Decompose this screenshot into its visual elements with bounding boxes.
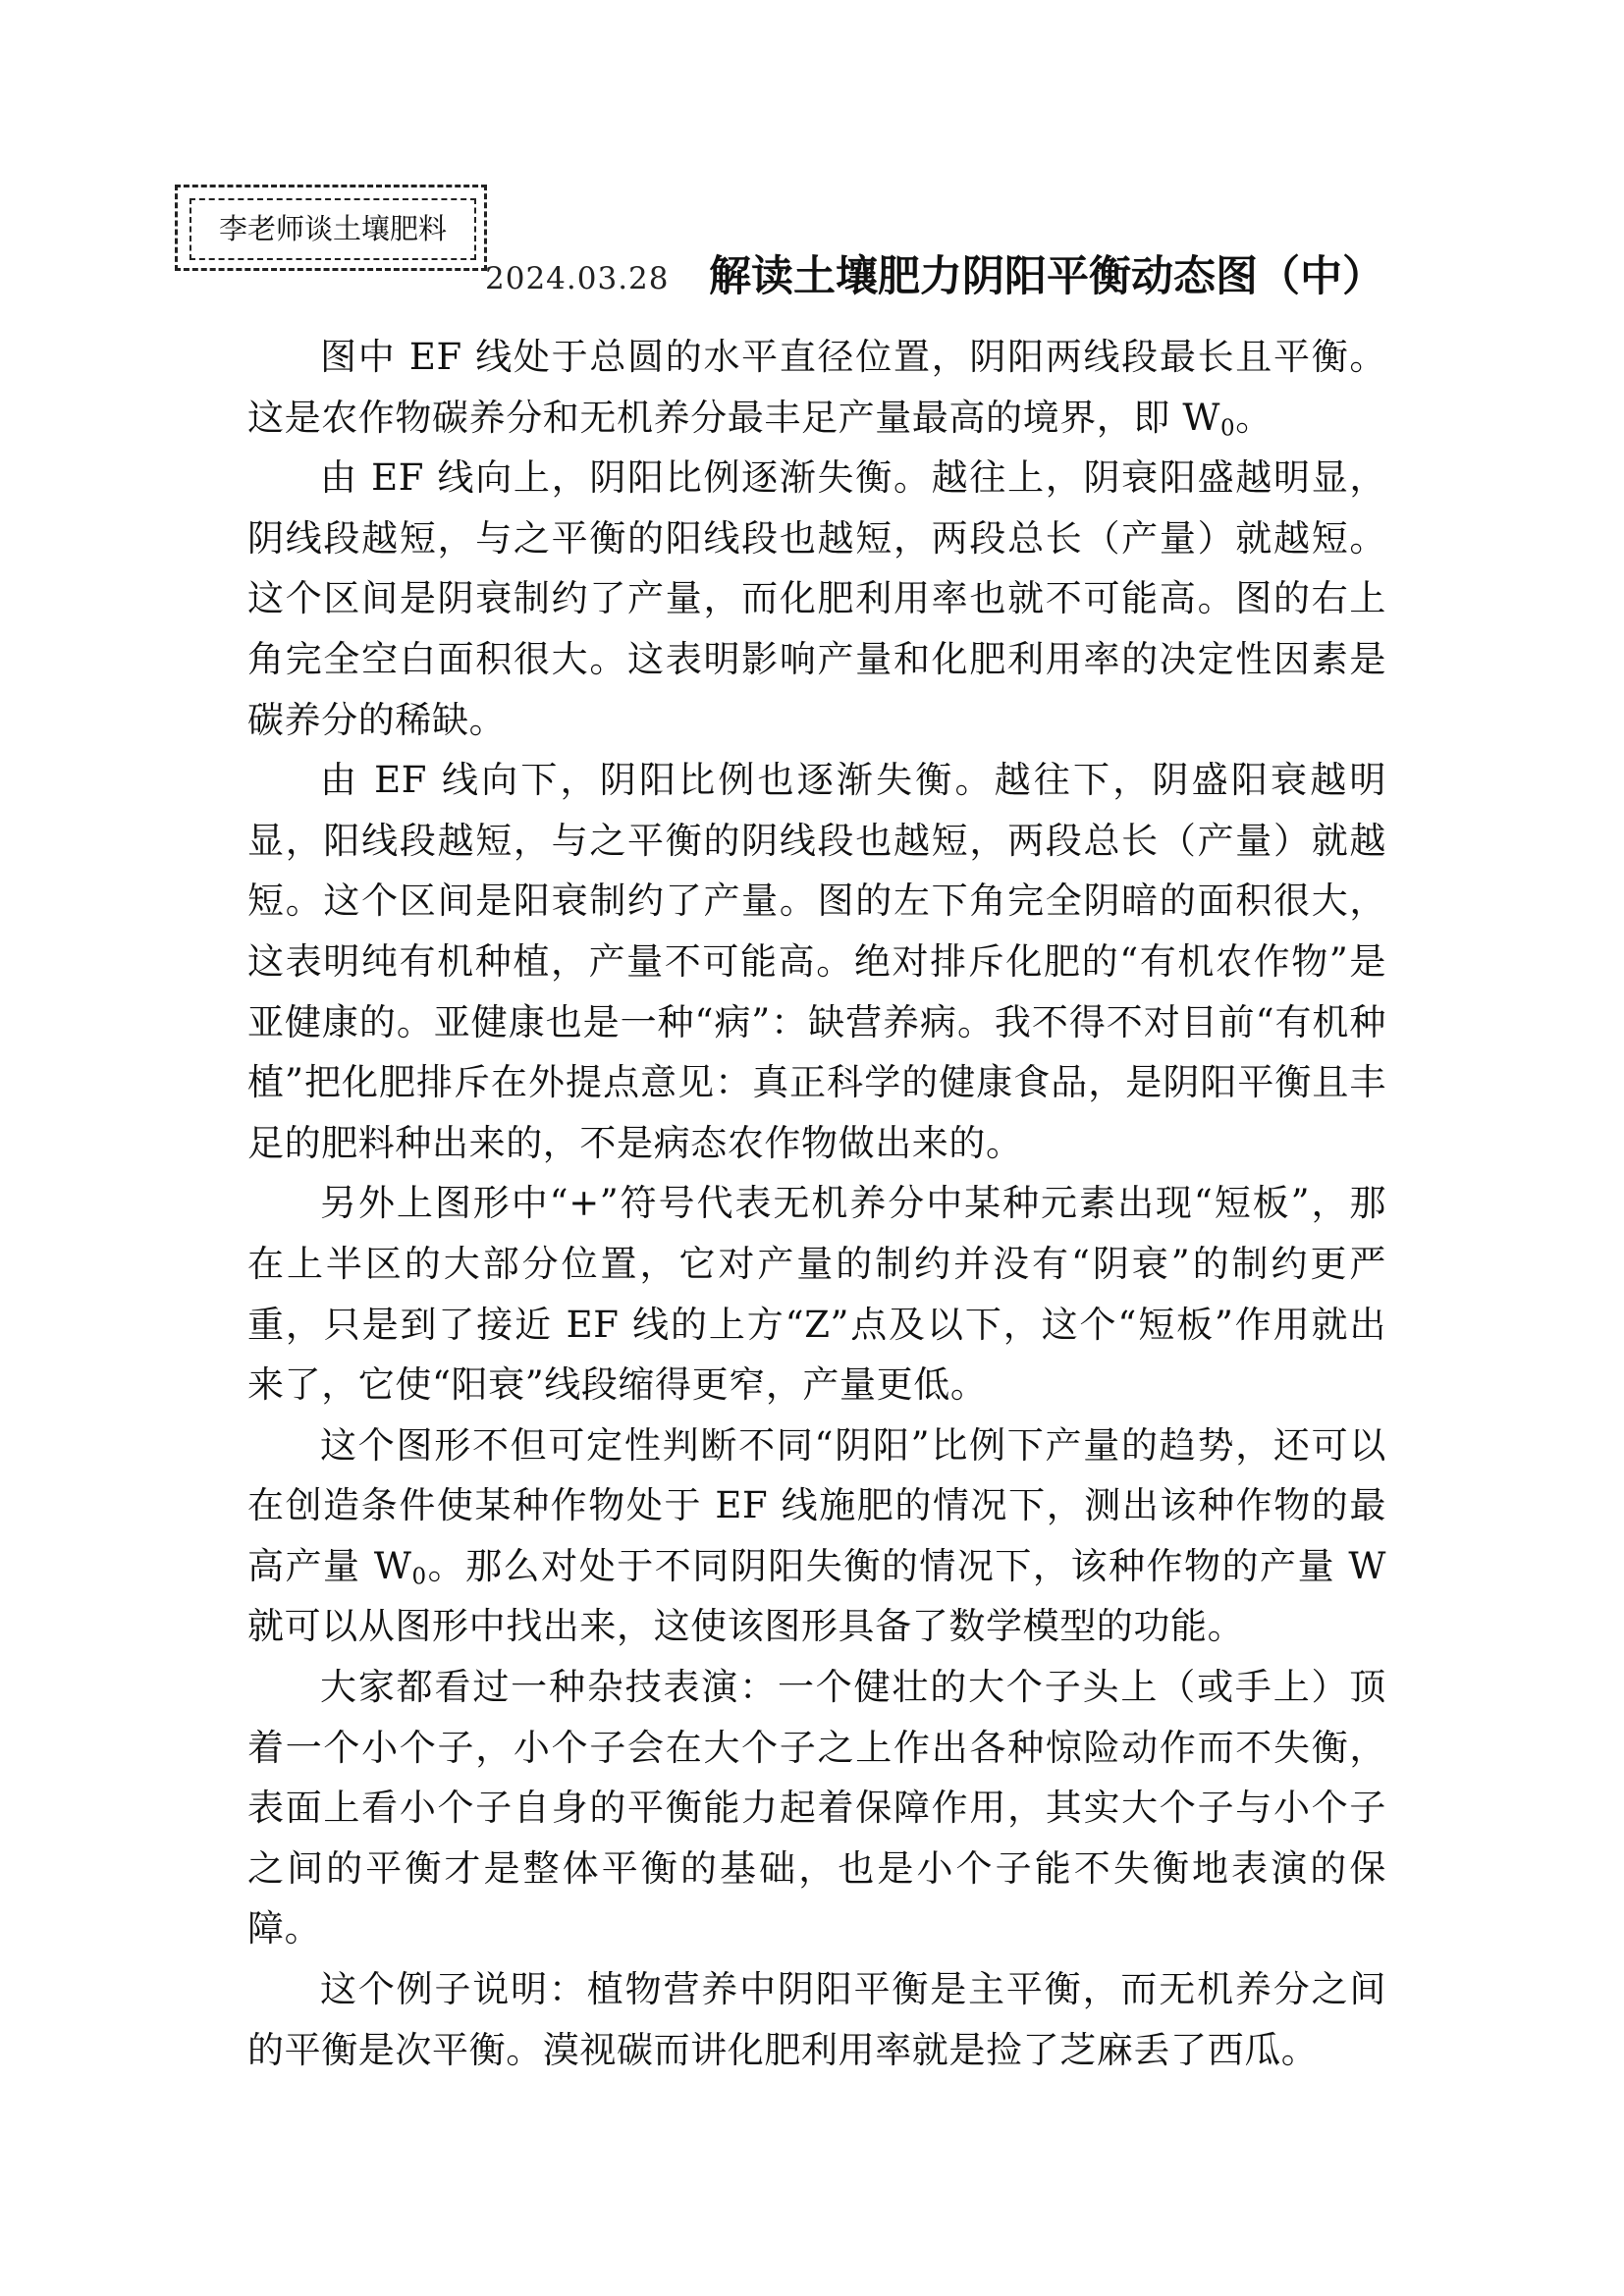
paragraph-3: 由 EF 线向下，阴阳比例也逐渐失衡。越往下，阴盛阳衰越明显，阳线段越短，与之平衡的阴线段也越短，两段总长（产量）就越短。这个区间是阳衰制约了产量。图的左下角完全阴暗的面积很大，这表明纯有机种植，产量不可能高。绝对排斥化肥的“有机农作物”是亚健康的。亚健康也是一种“病”：缺营养病。我不得不对目前“有机种植”把化肥排斥在外提点意见：真正科学的健康食品，是阴阳平衡且丰足的肥料种出来的，不是病态农作物做出来的。 — [247, 759, 1386, 1164]
column-label: 李老师谈土壤肥料 — [218, 212, 447, 245]
paragraph-6: 大家都看过一种杂技表演：一个健壮的大个子头上（或手上）顶着一个小个子，小个子会在大个子之上作出各种惊险动作而不失衡，表面上看小个子自身的平衡能力起着保障作用，其实大个子与小个子之间的平衡才是整体平衡的基础，也是小个子能不失衡地表演的保障。 — [247, 1666, 1386, 1950]
publish-date: 2024.03.28 — [485, 261, 670, 296]
article-body — [247, 327, 1386, 2080]
paragraph-5 — [247, 1415, 1386, 1657]
paragraph-4: 另外上图形中“+”符号代表无机养分中某种元素出现“短板”，那在上半区的大部分位置，它对产量的制约并没有“阴衰”的制约更严重，只是到了接近 EF 线的上方“Z”点及以下，这个“短板”作用就出来了，它使“阳衰”线段缩得更窄，产量更低。 — [247, 1182, 1386, 1407]
paragraph-5-text: 这个图形不但可定性判断不同“阴阳”比例下产量的趋势，还可以在创造条件使某种作物处于 EF 线施肥的情况下，测出该种作物的最高产量 W — [247, 1423, 1386, 1587]
paragraph-7: 这个例子说明：植物营养中阴阳平衡是主平衡，而无机养分之间的平衡是次平衡。漠视碳而讲化肥利用率就是捡了芝麻丢了西瓜。 — [247, 1968, 1386, 2071]
subscript-zero: 0 — [411, 1564, 427, 1590]
paragraph-1 — [247, 327, 1386, 448]
paragraph-5-end: 。那么对处于不同阴阳失衡的情况下，该种作物的产量 W 就可以从图形中找出来，这使该图形具备了数学模型的功能。 — [247, 1544, 1387, 1648]
paragraph-2: 由 EF 线向上，阴阳比例逐渐失衡。越往上，阴衰阳盛越明显，阴线段越短，与之平衡的阳线段也越短，两段总长（产量）就越短。这个区间是阴衰制约了产量，而化肥利用率也就不可能高。图的右上角完全空白面积很大。这表明影响产量和化肥利用率的决定性因素是碳养分的稀缺。 — [247, 456, 1386, 741]
page-title: 解读土壤肥力阴阳平衡动态图（中） — [709, 252, 1384, 301]
paragraph-1-text: 图中 EF 线处于总圆的水平直径位置，阴阳两线段最长且平衡。这是农作物碳养分和无机养分最丰足产量最高的境界，即 W — [247, 336, 1386, 439]
paragraph-1-end: 。 — [1235, 396, 1272, 439]
subscript-zero: 0 — [1220, 415, 1236, 442]
